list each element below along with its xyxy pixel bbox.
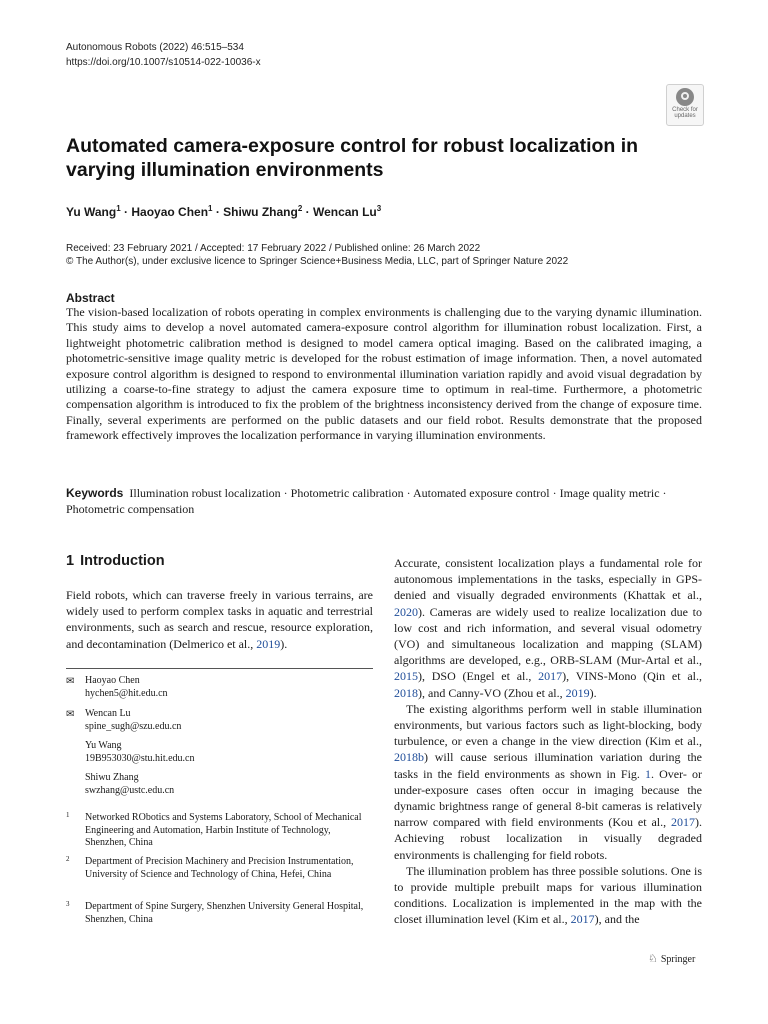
journal-citation: Autonomous Robots (2022) 46:515–534	[66, 42, 244, 53]
envelope-icon: ✉	[66, 676, 75, 687]
received-dates: Received: 23 February 2021 / Accepted: 17 February 2022 / Published online: 26 March 2022	[66, 243, 481, 254]
doi-link[interactable]: https://doi.org/10.1007/s10514-022-10036-x	[66, 57, 261, 68]
paragraph-text: The illumination problem has three possible solutions. One is to provide multiple prebuilt maps for various illumination conditions. Localization is implemented in the map with the closet illumination level (Kim et al.,	[394, 863, 702, 927]
contact-email[interactable]: 19B953030@stu.hit.edu.cn	[85, 752, 195, 764]
citation-link[interactable]: 2017	[538, 669, 563, 684]
author-separator: ·	[302, 205, 313, 219]
affiliation-text: Department of Spine Surgery, Shenzhen University General Hospital, Shenzhen, China	[85, 901, 364, 925]
citation-link[interactable]: 2018b	[394, 750, 424, 765]
affiliation-number: 2	[66, 855, 70, 863]
section-title: Introduction	[80, 553, 165, 569]
citation-link[interactable]: 2018	[394, 685, 418, 700]
contact-name: Shiwu Zhang	[85, 772, 139, 783]
citation-link[interactable]: 2019	[565, 685, 590, 700]
paragraph-text: ).	[589, 685, 597, 700]
paragraph-text: ), and the	[594, 912, 640, 927]
intro-right-column	[394, 555, 702, 928]
keywords-label: Keywords	[66, 486, 124, 500]
keywords-text: Illumination robust localization · Photometric calibration · Automated exposure control · Image quality metric · Photometric compensation	[66, 486, 667, 516]
citation-link[interactable]: 2017	[671, 815, 695, 830]
paragraph-text: Accurate, consistent localization plays a fundamental role for autonomous implementations in the tasks, especially in GPS-denied and visually degraded environments (Khattak et al.,	[394, 556, 702, 603]
section-heading	[66, 553, 165, 569]
author-name: Haoyao Chen	[131, 205, 209, 219]
paragraph-text: . Over- or under-exposure cases often occur in imaging because the dynamic brightness range of general 8-bit cameras is relatively narrow compared with field environments (Kou et al.,	[394, 766, 702, 830]
affiliation	[66, 812, 373, 850]
abstract-heading: Abstract	[66, 291, 115, 305]
contact-email[interactable]: swzhang@ustc.edu.cn	[85, 784, 175, 796]
author-affiliation-marker[interactable]: 1	[116, 204, 121, 213]
journal-header	[66, 40, 261, 70]
contact-name: Wencan Lu	[85, 708, 131, 719]
publisher-name: Springer	[660, 954, 696, 965]
intro-paragraph	[394, 555, 702, 701]
badge-label-line1: Check for	[672, 107, 698, 113]
affiliation	[66, 856, 373, 881]
author-affiliation-marker[interactable]: 3	[376, 204, 382, 213]
paragraph-text: ) will cause serious illumination variation during the tasks in the field environments as shown in Fig.	[394, 750, 702, 781]
contact-author	[66, 675, 373, 700]
contact-email[interactable]: hychen5@hit.edu.cn	[85, 687, 168, 699]
author-name: Shiwu Zhang	[223, 205, 298, 219]
affiliation-number: 3	[66, 900, 70, 908]
check-for-updates-badge[interactable]	[666, 84, 704, 126]
paragraph-text: ). Cameras are widely used to realize localization due to low cost and rich information, and several visual odometry (VO) and simultaneous localization and mapping (SLAM) algorithms are developed, e.g., ORB-SLAM (Mur-Artal et al.,	[394, 604, 702, 668]
paragraph-text: The existing algorithms perform well in stable illumination environments, but various factors such as light-blocking, body turbulence, or even a change in the view direction (Kim et al.,	[394, 701, 702, 749]
affiliation-number: 1	[66, 811, 70, 819]
author-separator: ·	[212, 205, 224, 219]
citation-link[interactable]: 1	[645, 766, 652, 781]
badge-label-line2: updates	[674, 113, 696, 119]
check-updates-icon	[676, 88, 694, 106]
author-affiliation-marker[interactable]: 2	[297, 204, 303, 213]
footnote-divider	[66, 668, 373, 669]
affiliation	[66, 901, 373, 926]
contact-author	[66, 740, 373, 765]
contact-name: Haoyao Chen	[85, 675, 140, 686]
contact-author	[66, 708, 373, 733]
springer-horse-icon: ♘	[648, 953, 658, 965]
author-list	[66, 204, 381, 219]
author-name: Wencan Lu	[312, 205, 377, 219]
citation-link[interactable]: 2017	[570, 912, 595, 927]
paragraph-text: ). Achieving robust localization in visually degraded environments is challenging for field robots.	[394, 815, 702, 862]
section-number: 1	[66, 553, 75, 569]
affiliation-text: Networked RObotics and Systems Laboratory, School of Mechanical Engineering and Automation, Harbin Institute of Technology, Shenzhen, China	[85, 812, 362, 848]
author-affiliation-marker[interactable]: 1	[208, 204, 213, 213]
paragraph-text: ), DSO (Engel et al.,	[418, 669, 539, 684]
abstract-text: The vision-based localization of robots operating in complex environments is challenging due to the varying dynamic illumination. This study aims to develop a novel automated camera-exposure control algorithm for illumination robust localization. First, a lightweight photometric calibration method is designed to model camera optical imaging. Based on the calibrated imaging, a photometric-sensitive image quality metric is developed for the robust estimation of image information. Then, a novel automated exposure control algorithm is designed to respond to environmental illumination variation rapidly and avoid visual degradation by utilizing a coarse-to-fine strategy to adjust the camera exposure time to optimum in real-time. Furthermore, a photometric compensation algorithm is introduced to fix the problem of the brightness inconsistency derived from the change of exposure time. Finally, several experiments are performed on the public datasets and our field robot. Results demonstrate that the proposed framework effectively improves the localization performance in varying illumination environments.	[66, 305, 702, 443]
contact-email[interactable]: spine_sugh@szu.edu.cn	[85, 720, 182, 732]
citation-link[interactable]: 2019	[256, 636, 281, 651]
copyright-line: © The Author(s), under exclusive licence to Springer Science+Business Media, LLC, part of Springer Nature 2022	[66, 256, 569, 267]
publication-dates	[66, 242, 568, 268]
envelope-icon: ✉	[66, 709, 75, 720]
intro-paragraph-left	[66, 587, 373, 652]
publisher-logo	[648, 952, 695, 965]
author-name: Yu Wang	[66, 205, 117, 219]
paper-title: Automated camera-exposure control for robust localization in varying illumination environments	[66, 135, 639, 181]
intro-paragraph	[394, 863, 702, 928]
citation-link[interactable]: 2020	[394, 604, 418, 619]
citation-link[interactable]: 2015	[394, 669, 418, 684]
keywords	[66, 485, 702, 517]
contact-name: Yu Wang	[85, 740, 122, 751]
author-separator: ·	[120, 205, 132, 219]
affiliation-text: Department of Precision Machinery and Precision Instrumentation, University of Science and Technology of China, Hefei, China	[85, 856, 354, 880]
paragraph-text: ).	[280, 636, 288, 651]
paragraph-text: ), VINS-Mono (Qin et al.,	[562, 669, 702, 684]
intro-paragraph	[394, 701, 702, 863]
paragraph-text: Field robots, which can traverse freely in various terrains, are widely used to perform complex tasks in aquatic and terrestrial environments, such as search and rescue, resource exploration, and decontamination (Delmerico et al.,	[66, 588, 373, 651]
contact-author	[66, 772, 373, 797]
paragraph-text: ), and Canny-VO (Zhou et al.,	[418, 685, 566, 700]
